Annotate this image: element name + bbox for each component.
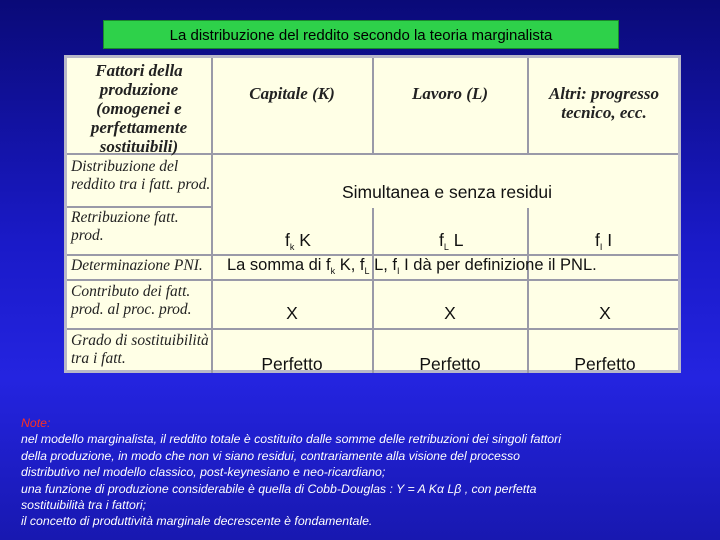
retribuzione-k: $f_k$ K [285,230,311,252]
determinazione-value: La somma di $f_k$ K, $f_L$ L, $f_I$ I dà per definizione il PNL. [227,256,597,276]
slide-title: La distribuzione del reddito secondo la teoria marginalista [103,20,619,49]
marginalist-table [64,55,681,373]
note-line: della produzione, in modo che non vi siano residui, contrariamente alla visione del processo [21,448,520,463]
row-label-grado: Grado di sostituibilità tra i fatt. [71,332,209,367]
row-divider [67,206,211,208]
note-line: distributivo nel modello classico, post-keynesiano e neo-ricardiano; [21,465,386,480]
contributo-l: X [444,303,456,323]
note-line: il concetto di produttività marginale decrescente è fondamentale. [21,514,373,529]
notes-block [21,415,711,530]
distribuzione-value: Simultanea e senza residui [341,182,553,202]
grado-i: Perfetto [574,354,636,374]
row-label-retribuzione: Retribuzione fatt. prod. [71,209,179,244]
row-label-contributo: Contributo dei fatt. prod. al proc. prod. [71,283,192,318]
retribuzione-l: $f_L$ L [439,230,464,252]
header-factors: Fattori della produzione (omogenei e perfettamente sostituibili) [90,61,188,156]
grado-k: Perfetto [261,354,323,374]
grado-l: Perfetto [419,354,481,374]
notes-heading: Note: [21,416,51,430]
col-divider [372,58,374,153]
row-label-determinazione: Determinazione PNI. [71,257,203,274]
note-line: sostituibilità tra i fattori; [21,498,147,513]
row-label-distribuzione: Distribuzione del reddito tra i fatt. prod. [71,158,211,193]
col-divider [211,58,213,373]
header-others: Altri: progresso tecnico, ecc. [548,84,660,122]
note-line: nel modello marginalista, il reddito totale è costituito dalle somme delle retribuzioni dei singoli fattori [21,432,561,447]
header-labour: Lavoro (L) [411,84,488,103]
contributo-i: X [599,303,611,323]
note-line: una funzione di produzione considerabile è quella di Cobb-Douglas : Y = A Kα Lβ , con perfetta [21,481,537,496]
col-divider [527,58,529,153]
header-capital: Capitale (K) [249,84,335,103]
retribuzione-i: $f_I$ I [595,230,613,252]
contributo-k: X [286,303,298,323]
